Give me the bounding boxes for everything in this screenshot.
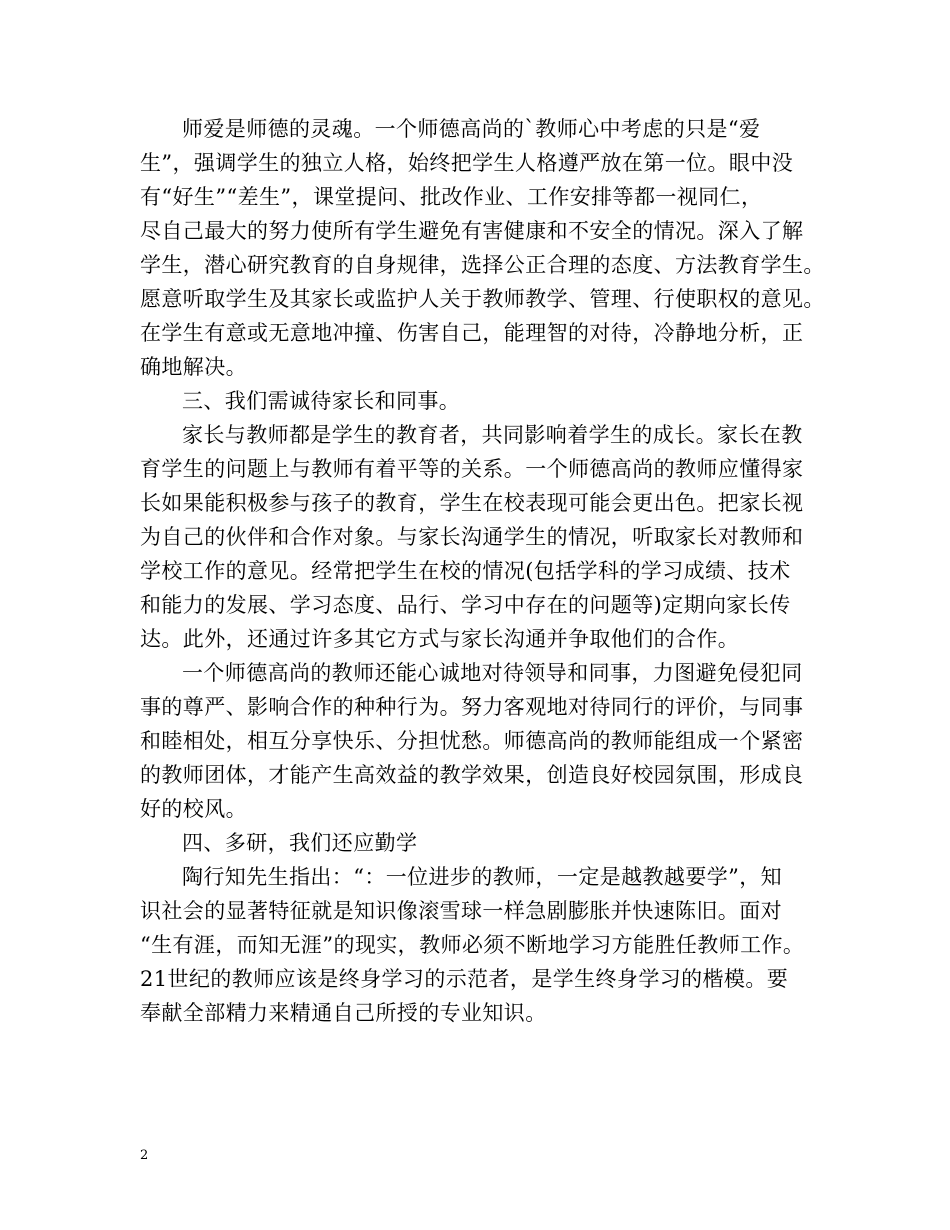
text-line: 育学生的问题上与教师有着平等的关系。一个师德高尚的教师应懂得家 (140, 457, 804, 481)
text-line: 好的校风。 (140, 797, 247, 821)
text-line: 为自己的伙伴和合作对象。与家长沟通学生的情况，听取家长对教师和 (140, 525, 804, 549)
text-line: 事的尊严、影响合作的种种行为。努力客观地对待同行的评价，与同事 (140, 695, 804, 719)
text-line: 一个师德高尚的教师还能心诚地对待领导和同事，力图避免侵犯同 (182, 661, 803, 685)
text-line: 尽自己最大的努力使所有学生避免有害健康和不安全的情况。深入了解 (140, 219, 804, 243)
text-line: 家长与教师都是学生的教育者，共同影响着学生的成长。家长在教 (182, 423, 803, 447)
text-line: 确地解决。 (140, 355, 247, 379)
text-line: 奉献全部精力来精通自己所授的专业知识。 (140, 1001, 547, 1025)
text-line: 21世纪的教师应该是终身学习的示范者，是学生终身学习的楷模。要 (140, 967, 789, 991)
text-line: “生有涯，而知无涯”的现实，教师必须不断地学习方能胜任教师工作。 (140, 933, 805, 957)
text-line: 长如果能积极参与孩子的教育，学生在校表现可能会更出色。把家长视 (140, 491, 804, 515)
section-heading: 四、多研，我们还应勤学 (182, 831, 418, 855)
text-line: 学校工作的意见。经常把学生在校的情况(包括学科的学习成绩、技术 (140, 559, 791, 583)
text-line: 识社会的显著特征就是知识像滚雪球一样急剧膨胀并快速陈旧。面对 (140, 899, 782, 923)
section-heading: 三、我们需诚待家长和同事。 (182, 389, 461, 413)
text-line: 有“好生”“差生”，课堂提问、批改作业、工作安排等都一视同仁， (140, 185, 763, 209)
text-line: 师爱是师德的灵魂。一个师德高尚的`教师心中考虑的只是“爱 (182, 117, 761, 141)
page-number: 2 (140, 1148, 149, 1163)
text-line: 达。此外，还通过许多其它方式与家长沟通并争取他们的合作。 (140, 627, 740, 651)
text-line: 学生，潜心研究教育的自身规律，选择公正合理的态度、方法教育学生。 (140, 253, 825, 277)
text-line: 和睦相处，相互分享快乐、分担忧愁。师德高尚的教师能组成一个紧密 (140, 729, 804, 753)
text-line: 生”，强调学生的独立人格，始终把学生人格遵严放在第一位。眼中没 (140, 151, 794, 175)
text-line: 和能力的发展、学习态度、品行、学习中存在的问题等)定期向家长传 (140, 593, 791, 617)
text-line: 陶行知先生指出：“：一位进步的教师，一定是越教越要学”，知 (182, 865, 783, 889)
text-line: 的教师团体，才能产生高效益的教学效果，创造良好校园氛围，形成良 (140, 763, 804, 787)
text-line: 在学生有意或无意地冲撞、伤害自己，能理智的对待，冷静地分析，正 (140, 321, 804, 345)
text-line: 愿意听取学生及其家长或监护人关于教师教学、管理、行使职权的意见。 (140, 287, 825, 311)
